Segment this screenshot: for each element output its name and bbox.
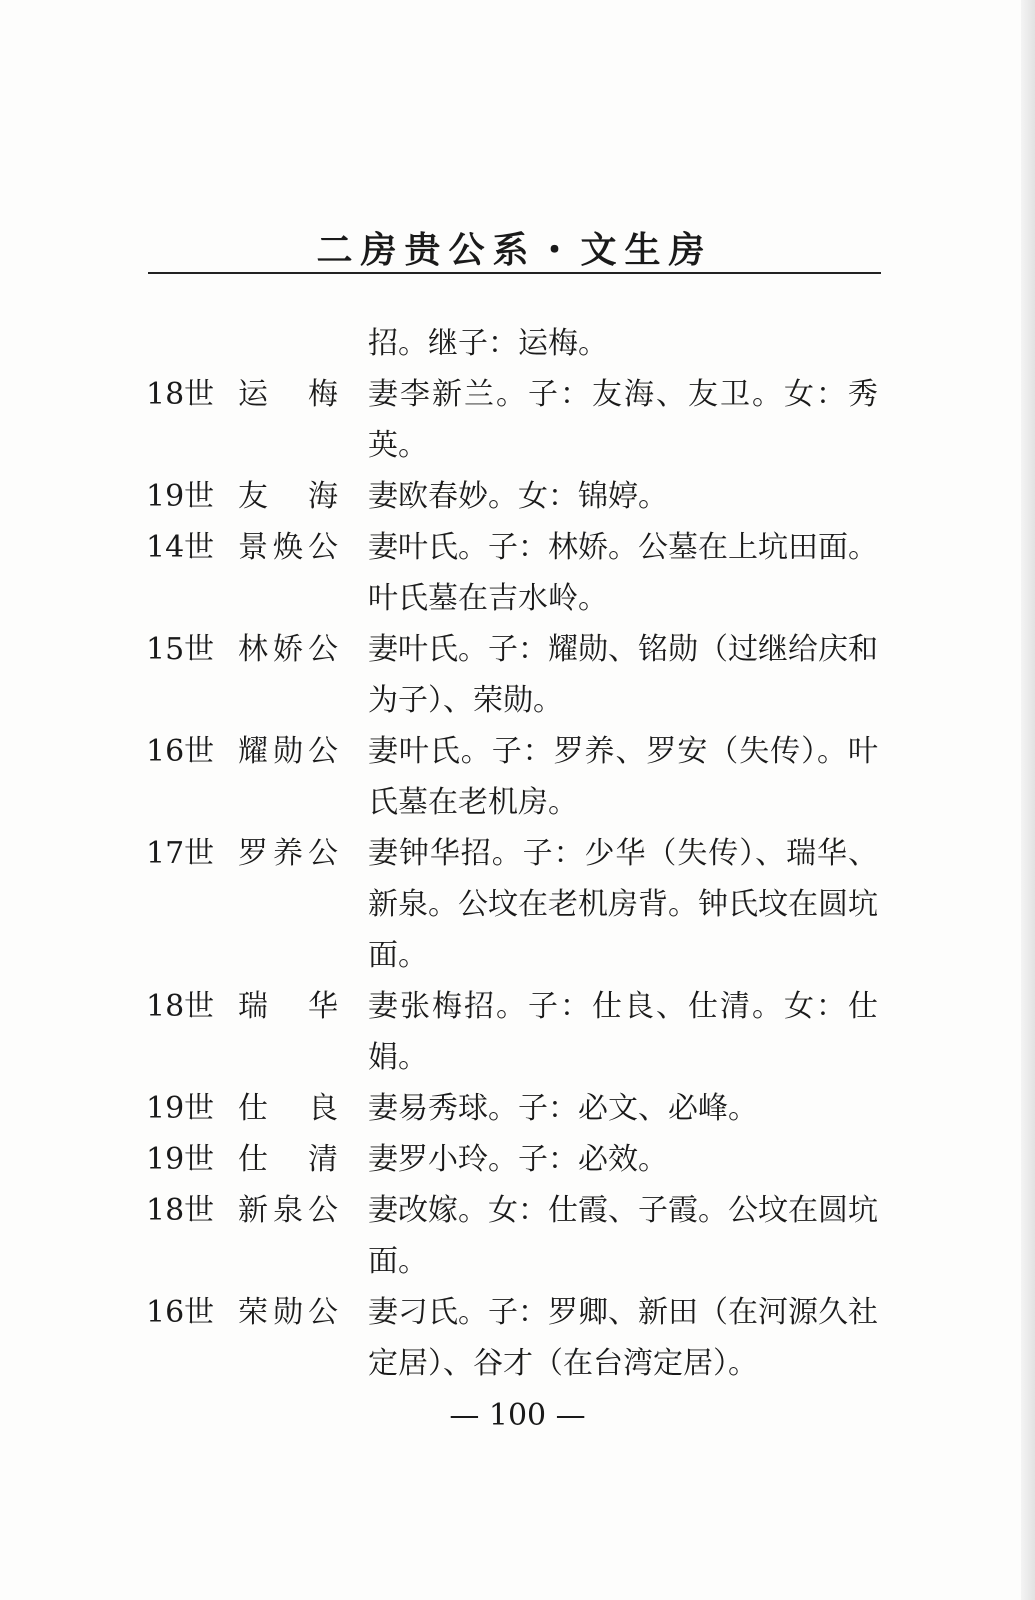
person-name: 新泉公 — [238, 1193, 338, 1228]
entry-text: 妻改嫁。女：仕霞、子霞。公坟在圆坑面。 — [368, 1193, 878, 1279]
header-rule — [148, 272, 881, 274]
entry-text: 妻叶氏。子：耀勋、铭勋（过继给庆和为子）、荣勋。 — [368, 632, 878, 718]
entry-text: 妻叶氏。子：林娇。公墓在上坑田面。叶氏墓在吉水岭。 — [368, 530, 878, 616]
entry-text: 妻钟华招。子：少华（失传）、瑞华、新泉。公坟在老机房背。钟氏坟在圆坑面。 — [368, 836, 878, 973]
person-name: 景焕公 — [238, 530, 338, 565]
person-name: 荣勋公 — [238, 1295, 338, 1330]
entry-text: 招。继子：运梅。 — [368, 326, 608, 361]
genealogy-entry — [146, 1083, 886, 1134]
generation-label: 19世 — [146, 1142, 215, 1177]
entry-text: 妻张梅招。子：仕良、仕清。女：仕娟。 — [368, 989, 878, 1075]
entry-text: 妻李新兰。子：友海、友卫。女：秀英。 — [368, 377, 878, 463]
entry-text: 妻刁氏。子：罗卿、新田（在河源久社定居）、谷才（在台湾定居）。 — [368, 1295, 878, 1381]
genealogy-entry — [146, 624, 886, 726]
generation-label: 16世 — [146, 1295, 215, 1330]
person-name: 瑞华 — [238, 989, 338, 1024]
generation-label: 19世 — [146, 479, 215, 514]
person-name: 仕清 — [238, 1142, 338, 1177]
genealogy-entry — [146, 1287, 886, 1389]
genealogy-entry — [146, 1185, 886, 1287]
generation-label: 18世 — [146, 989, 215, 1024]
entry-text: 妻叶氏。子：罗养、罗安（失传）。叶氏墓在老机房。 — [368, 734, 878, 820]
generation-label: 18世 — [146, 1193, 215, 1228]
person-name: 耀勋公 — [238, 734, 338, 769]
page-number: — 100 — — [449, 1398, 586, 1433]
person-name: 友海 — [238, 479, 338, 514]
genealogy-entry — [146, 828, 886, 981]
entry-text: 妻易秀球。子：必文、必峰。 — [368, 1091, 758, 1126]
genealogy-entry — [146, 981, 886, 1083]
person-name: 罗养公 — [238, 836, 338, 871]
person-name: 仕良 — [238, 1091, 338, 1126]
genealogy-entry — [146, 522, 886, 624]
generation-label: 16世 — [146, 734, 215, 769]
running-header-title: 二房贵公系・文生房 — [316, 229, 713, 271]
generation-label: 14世 — [146, 530, 215, 565]
genealogy-entry — [146, 471, 886, 522]
generation-label: 19世 — [146, 1091, 215, 1126]
genealogy-entry — [146, 369, 886, 471]
genealogy-entry — [146, 1134, 886, 1185]
genealogy-entries — [146, 318, 886, 1389]
generation-label: 17世 — [146, 836, 215, 871]
person-name: 运梅 — [238, 377, 338, 412]
genealogy-entry — [146, 318, 886, 369]
person-name: 林娇公 — [238, 632, 338, 667]
generation-label: 18世 — [146, 377, 215, 412]
generation-label: 15世 — [146, 632, 215, 667]
entry-text: 妻罗小玲。子：必效。 — [368, 1142, 668, 1177]
genealogy-entry — [146, 726, 886, 828]
entry-text: 妻欧春妙。女：锦婷。 — [368, 479, 668, 514]
page-edge — [1021, 0, 1035, 1600]
